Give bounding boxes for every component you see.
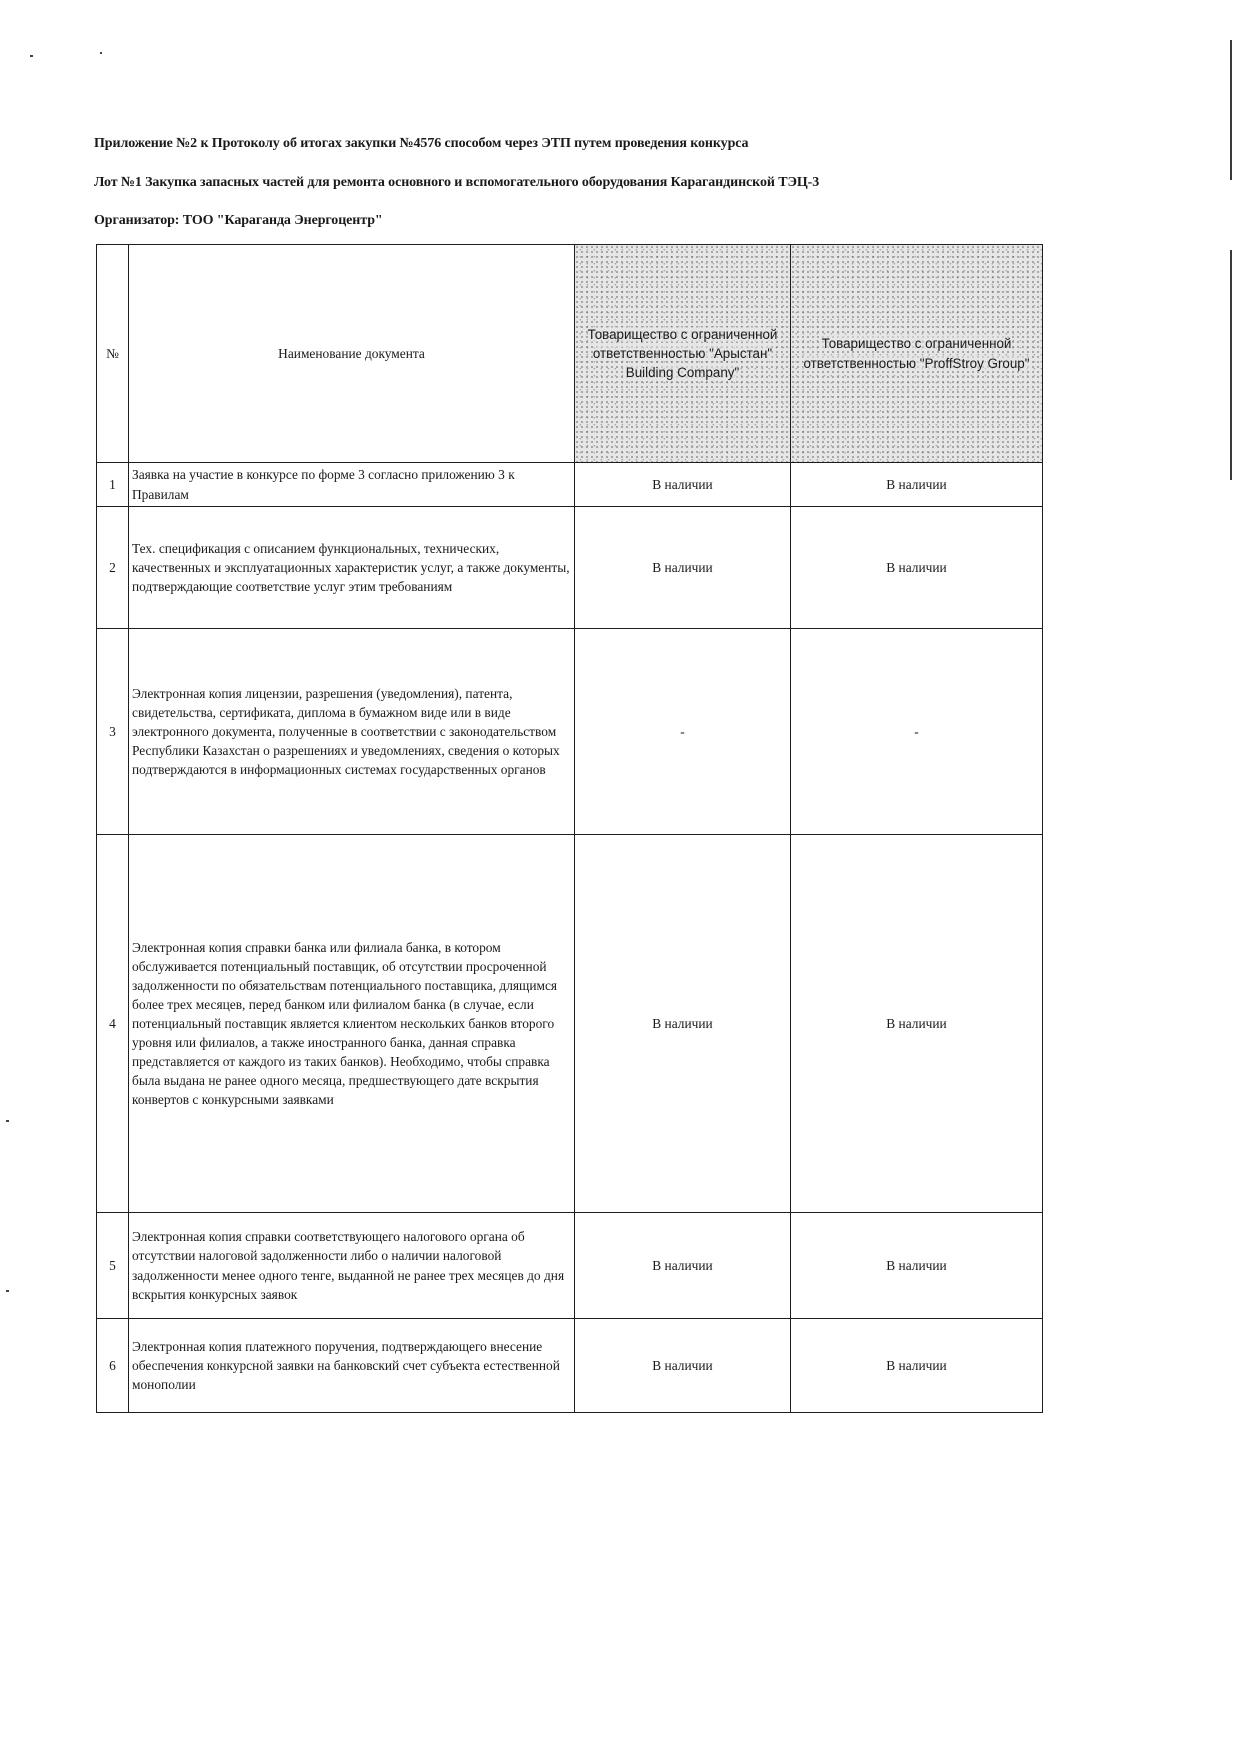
table-row xyxy=(97,629,1043,835)
supplier-2-status: В наличии xyxy=(791,507,1043,629)
row-number: 3 xyxy=(97,629,129,835)
organizer: Организатор: ТОО "Караганда Энергоцентр" xyxy=(94,213,383,228)
row-number: 6 xyxy=(97,1319,129,1413)
supplier-2-status: В наличии xyxy=(791,835,1043,1213)
supplier-2-status: - xyxy=(791,629,1043,835)
supplier-1-status: В наличии xyxy=(575,835,791,1213)
document-name: Заявка на участие в конкурсе по форме 3 согласно приложению 3 к Правилам xyxy=(129,463,575,507)
document-name: Электронная копия справки соответствующего налогового органа об отсутствии налоговой задолженности либо о наличии налоговой задолженности менее одного тенге, выданной не ранее трех месяцев до дня вскрытия конкурсных заявок xyxy=(129,1213,575,1319)
row-number: 4 xyxy=(97,835,129,1213)
supplier-2-name: Товарищество с ограниченной ответственностью "ProffStroy Group" xyxy=(803,336,1030,371)
row-number: 2 xyxy=(97,507,129,629)
column-header-supplier-1 xyxy=(575,245,791,463)
document-title: Приложение №2 к Протоколу об итогах закупки №4576 способом через ЭТП путем проведения конкурса xyxy=(94,136,749,151)
column-header-number: № xyxy=(97,245,129,463)
supplier-2-status: В наличии xyxy=(791,1213,1043,1319)
document-name: Тех. спецификация с описанием функциональных, технических, качественных и эксплуатационных характеристик услуг, а также документы, подтверждающие соответствие услуг этим требованиям xyxy=(129,507,575,629)
supplier-1-status: - xyxy=(575,629,791,835)
lot-title: Лот №1 Закупка запасных частей для ремонта основного и вспомогательного оборудования Карагандинской ТЭЦ-3 xyxy=(94,175,820,190)
supplier-2-status: В наличии xyxy=(791,463,1043,507)
table-row xyxy=(97,507,1043,629)
table-row xyxy=(97,463,1043,507)
supplier-1-status: В наличии xyxy=(575,1319,791,1413)
supplier-1-status: В наличии xyxy=(575,507,791,629)
supplier-1-status: В наличии xyxy=(575,1213,791,1319)
table-row xyxy=(97,1213,1043,1319)
table-row xyxy=(97,835,1043,1213)
table-row xyxy=(97,1319,1043,1413)
document-name: Электронная копия лицензии, разрешения (уведомления), патента, свидетельства, сертификата, диплома в бумажном виде или в виде электронного документа, полученные в соответствии с законодательством Республики Казахстан о разрешениях и уведомлениях, сведения о которых подтверждаются в информационных системах государственных органов xyxy=(129,629,575,835)
supplier-2-status: В наличии xyxy=(791,1319,1043,1413)
supplier-1-name: Товарищество с ограниченной ответственностью "Арыстан" Building Company" xyxy=(587,326,778,381)
column-header-document-name: Наименование документа xyxy=(129,245,575,463)
documents-table xyxy=(96,244,1043,1413)
table-header-row xyxy=(97,245,1043,463)
document-name: Электронная копия справки банка или филиала банка, в котором обслуживается потенциальный поставщик, об отсутствии просроченной задолженности по обязательствам потенциального поставщика, длящимся более трех месяцев, перед банком или филиалом банка (в случае, если потенциальный поставщик является клиентом нескольких банков второго уровня или филиалов, а также иностранного банка, данная справка представляется от каждого из таких банков). Необходимо, чтобы справка была выдана не ранее одного месяца, предшествующего дате вскрытия конвертов с конкурсными заявками xyxy=(129,835,575,1213)
column-header-supplier-2 xyxy=(791,245,1043,463)
document-name: Электронная копия платежного поручения, подтверждающего внесение обеспечения конкурсной заявки на банковский счет субъекта естественной монополии xyxy=(129,1319,575,1413)
supplier-1-status: В наличии xyxy=(575,463,791,507)
row-number: 1 xyxy=(97,463,129,507)
row-number: 5 xyxy=(97,1213,129,1319)
